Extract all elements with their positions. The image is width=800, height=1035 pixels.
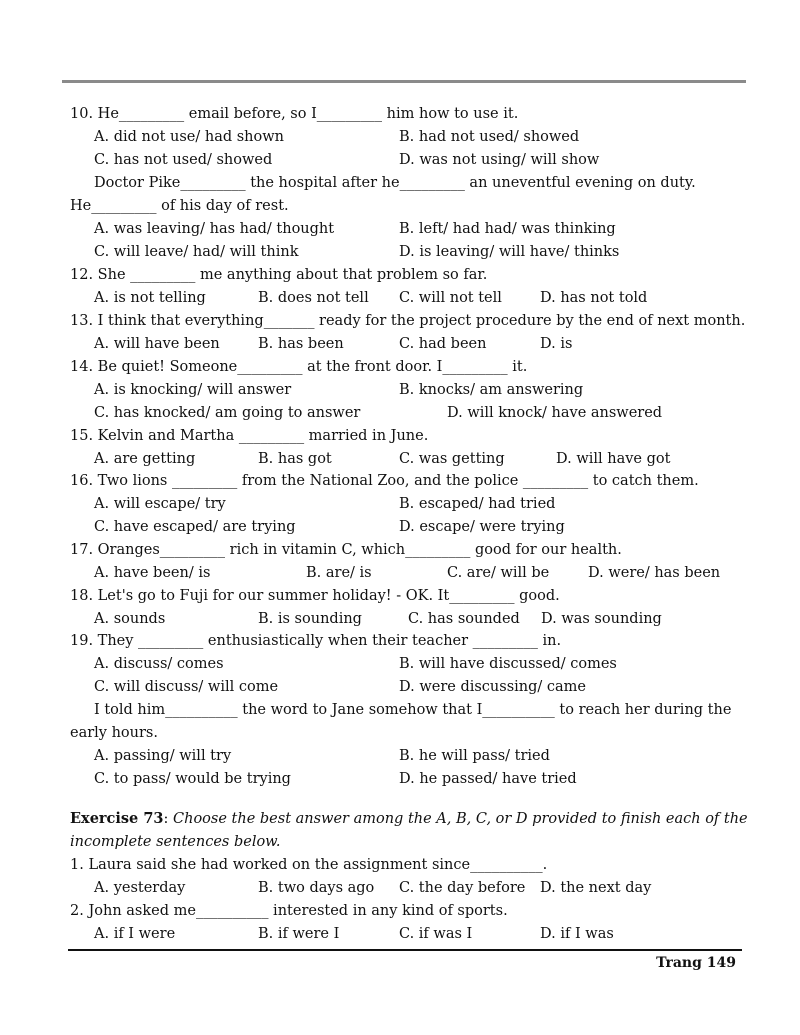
e2-option-c: C. if was I [399,926,473,942]
q12-option-d: D. has not told [540,290,648,306]
q14-option-a: A. is knocking/ will answer [94,382,292,398]
q18-option-b: B. is sounding [258,611,362,627]
q10-option-a: A. did not use/ had shown [94,129,284,145]
q12-stem: 12. She _________ me anything about that problem so far. [70,267,488,283]
q11-option-b: B. left/ had had/ was thinking [399,221,616,237]
q18-option-d: D. was sounding [541,611,662,627]
exercise-heading [70,809,748,829]
q20-stem-line1: I told him__________ the word to Jane somehow that I__________ to reach her during the [94,702,732,718]
q19-option-d: D. were discussing/ came [399,679,586,695]
exercise-title: Exercise 73 [70,810,164,827]
q19-option-c: C. will discuss/ will come [94,679,279,695]
q10-option-c: C. has not used/ showed [94,152,273,168]
q11-stem-line1: Doctor Pike_________ the hospital after he_________ an uneventful evening on duty. [94,175,696,191]
page-number: Trang 149 [656,955,736,971]
q17-option-d: D. were/ has been [588,565,721,581]
q11-stem-line2: He_________ of his day of rest. [70,198,289,214]
q11-option-d: D. is leaving/ will have/ thinks [399,244,620,260]
q15-option-d: D. will have got [556,451,671,467]
header-rule [62,80,746,83]
exercise-instruction-line1: Choose the best answer among the A, B, C, or D provided to finish each of the [173,811,748,827]
q10-stem: 10. He_________ email before, so I_________ him how to use it. [70,106,519,122]
q15-option-c: C. was getting [399,451,505,467]
q13-option-d: D. is [540,336,573,352]
e2-option-b: B. if were I [258,926,340,942]
exercise-colon: : [163,811,174,827]
e2-option-d: D. if I was [540,926,614,942]
q11-option-c: C. will leave/ had/ will think [94,244,299,260]
q14-stem: 14. Be quiet! Someone_________ at the front door. I_________ it. [70,359,528,375]
q17-option-c: C. are/ will be [447,565,550,581]
q17-option-a: A. have been/ is [94,565,211,581]
q19-option-a: A. discuss/ comes [94,656,224,672]
q16-option-d: D. escape/ were trying [399,519,565,535]
q20-option-c: C. to pass/ would be trying [94,771,291,787]
q20-option-b: B. he will pass/ tried [399,748,550,764]
e1-option-c: C. the day before [399,880,526,896]
q19-stem: 19. They _________ enthusiastically when their teacher _________ in. [70,633,562,649]
q16-option-b: B. escaped/ had tried [399,496,556,512]
q17-option-b: B. are/ is [306,565,372,581]
q14-option-c: C. has knocked/ am going to answer [94,405,361,421]
q12-option-b: B. does not tell [258,290,369,306]
q13-option-c: C. had been [399,336,487,352]
e2-option-a: A. if I were [94,926,176,942]
q16-stem: 16. Two lions _________ from the National Zoo, and the police _________ to catch them. [70,473,699,489]
q18-option-a: A. sounds [94,611,166,627]
q13-stem: 13. I think that everything_______ ready for the project procedure by the end of next month. [70,313,746,329]
exercise-instruction-line2: incomplete sentences below. [70,834,281,850]
q11-option-a: A. was leaving/ has had/ thought [94,221,335,237]
q13-option-a: A. will have been [94,336,220,352]
e1-option-b: B. two days ago [258,880,375,896]
q17-stem: 17. Oranges_________ rich in vitamin C, which_________ good for our health. [70,542,622,558]
q20-stem-line2: early hours. [70,725,158,741]
q13-option-b: B. has been [258,336,344,352]
e1-option-a: A. yesterday [94,880,186,896]
q14-option-b: B. knocks/ am answering [399,382,584,398]
e1-option-d: D. the next day [540,880,652,896]
q20-option-d: D. he passed/ have tried [399,771,577,787]
q12-option-c: C. will not tell [399,290,502,306]
q15-option-a: A. are getting [94,451,196,467]
q12-option-a: A. is not telling [94,290,206,306]
footer-rule [68,949,742,951]
e1-stem: 1. Laura said she had worked on the assignment since__________. [70,857,548,873]
q10-option-d: D. was not using/ will show [399,152,600,168]
q16-option-c: C. have escaped/ are trying [94,519,296,535]
q15-option-b: B. has got [258,451,332,467]
q16-option-a: A. will escape/ try [94,496,226,512]
q19-option-b: B. will have discussed/ comes [399,656,617,672]
q10-option-b: B. had not used/ showed [399,129,580,145]
q14-option-d: D. will knock/ have answered [447,405,663,421]
q18-option-c: C. has sounded [408,611,520,627]
q18-stem: 18. Let's go to Fuji for our summer holiday! - OK. It_________ good. [70,588,560,604]
e2-stem: 2. John asked me__________ interested in any kind of sports. [70,903,508,919]
q20-option-a: A. passing/ will try [94,748,232,764]
q15-stem: 15. Kelvin and Martha _________ married in June. [70,428,429,444]
